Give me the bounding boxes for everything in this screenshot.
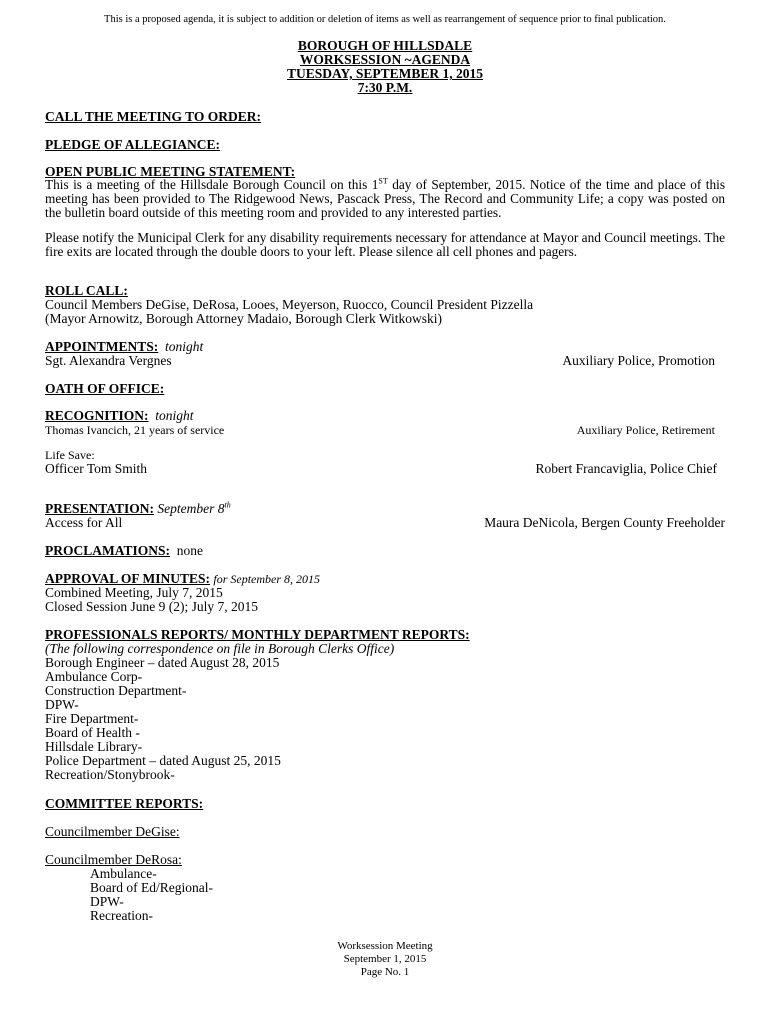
page-footer — [45, 940, 725, 979]
call-to-order-heading: CALL THE MEETING TO ORDER: — [45, 109, 262, 124]
disclaimer-text: This is a proposed agenda, it is subject to addition or deletion of items as well as rearrangement of sequence prior to final publication. — [104, 14, 666, 25]
committee-member-derosa: Councilmember DeRosa: — [45, 852, 182, 867]
recognition-heading: RECOGNITION: — [45, 408, 149, 423]
title-line-2: WORKSESSION ~AGENDA — [299, 52, 471, 67]
minutes-note: for September 8, 2015 — [213, 572, 321, 586]
report-item: Borough Engineer – dated August 28, 2015 — [45, 655, 280, 670]
roll-call-line-1: Council Members DeGise, DeRosa, Looes, Meyerson, Ruocco, Council President Pizzella — [45, 297, 534, 312]
presentation-ordinal: th — [224, 500, 231, 510]
pledge-heading: PLEDGE OF ALLEGIANCE: — [45, 137, 221, 152]
life-save-name: Officer Tom Smith — [45, 461, 148, 476]
open-meeting-ordinal: ST — [378, 176, 388, 186]
report-item: Ambulance Corp- — [45, 669, 143, 684]
reports-heading: PROFESSIONALS REPORTS/ MONTHLY DEPARTMENT REPORTS: — [45, 627, 470, 642]
open-meeting-text-a: This is a meeting of the Hillsdale Borough Council on this 1 — [45, 177, 379, 192]
recognition-detail: Auxiliary Police, Retirement — [576, 423, 715, 437]
report-item: Construction Department- — [45, 683, 187, 698]
minutes-heading: APPROVAL OF MINUTES: — [45, 571, 211, 586]
open-meeting-statement — [45, 178, 725, 220]
open-meeting-heading: OPEN PUBLIC MEETING STATEMENT: — [45, 164, 296, 179]
recognition-note: tonight — [155, 408, 194, 423]
agenda-title — [45, 39, 725, 95]
report-item: Hillsdale Library- — [45, 739, 143, 754]
report-item: Fire Department- — [45, 711, 139, 726]
life-save-label: Life Save: — [45, 448, 95, 462]
title-line-4: 7:30 P.M. — [357, 80, 413, 95]
appointment-detail: Auxiliary Police, Promotion — [562, 353, 715, 368]
committee-item: Ambulance- — [90, 866, 157, 881]
appointments-heading: APPOINTMENTS: — [45, 339, 159, 354]
appointments-note: tonight — [165, 339, 204, 354]
presentation-heading: PRESENTATION: — [45, 501, 155, 516]
presentation-note — [157, 501, 230, 516]
committee-heading: COMMITTEE REPORTS: — [45, 796, 204, 811]
roll-call-line-2: (Mayor Arnowitz, Borough Attorney Madaio, Borough Clerk Witkowski) — [45, 311, 443, 326]
oath-heading: OATH OF OFFICE: — [45, 381, 165, 396]
appointment-name: Sgt. Alexandra Vergnes — [45, 353, 172, 368]
committee-item: Board of Ed/Regional- — [90, 880, 213, 895]
committee-member-degise: Councilmember DeGise: — [45, 824, 180, 839]
minutes-line-2: Closed Session June 9 (2); July 7, 2015 — [45, 599, 259, 614]
presentation-name: Access for All — [45, 515, 123, 530]
footer-page-number: Page No. 1 — [360, 966, 410, 978]
footer-line-2: September 1, 2015 — [343, 953, 427, 965]
proclamations-value: none — [176, 543, 204, 558]
title-line-3: TUESDAY, SEPTEMBER 1, 2015 — [287, 66, 483, 81]
committee-item: Recreation- — [90, 908, 153, 923]
roll-call-heading: ROLL CALL: — [45, 283, 128, 298]
life-save-detail: Robert Francaviglia, Police Chief — [535, 461, 717, 476]
minutes-line-1: Combined Meeting, July 7, 2015 — [45, 585, 223, 600]
report-item: DPW- — [45, 697, 79, 712]
proclamations-heading: PROCLAMATIONS: — [45, 543, 171, 558]
recognition-name: Thomas Ivancich, 21 years of service — [45, 423, 225, 437]
open-meeting-text-b: day of September, 2015. Notice of the time and place of this meeting has been provided to The Ridgewood News, Pascack Press, The Record and Community Life; a copy was posted on the bulletin board outside of this meeting room and provided to any interested parties. — [45, 177, 726, 220]
title-line-1: BOROUGH OF HILLSDALE — [297, 38, 473, 53]
disability-notice: Please notify the Municipal Clerk for any disability requirements necessary for attendance at Mayor and Council meetings. The fire exits are located through the double doors to your left. Please silence all cell phones and pagers. — [45, 230, 725, 259]
proclamations-row — [45, 543, 203, 559]
recognition-row — [45, 408, 194, 424]
report-item: Recreation/Stonybrook- — [45, 767, 175, 782]
presentation-detail: Maura DeNicola, Bergen County Freeholder — [484, 515, 725, 530]
presentation-date: September 8 — [157, 501, 225, 516]
reports-note: (The following correspondence on file in Borough Clerks Office) — [45, 641, 395, 656]
footer-line-1: Worksession Meeting — [337, 940, 433, 952]
report-item: Police Department – dated August 25, 2015 — [45, 753, 281, 768]
report-item: Board of Health - — [45, 725, 140, 740]
committee-item: DPW- — [90, 894, 124, 909]
